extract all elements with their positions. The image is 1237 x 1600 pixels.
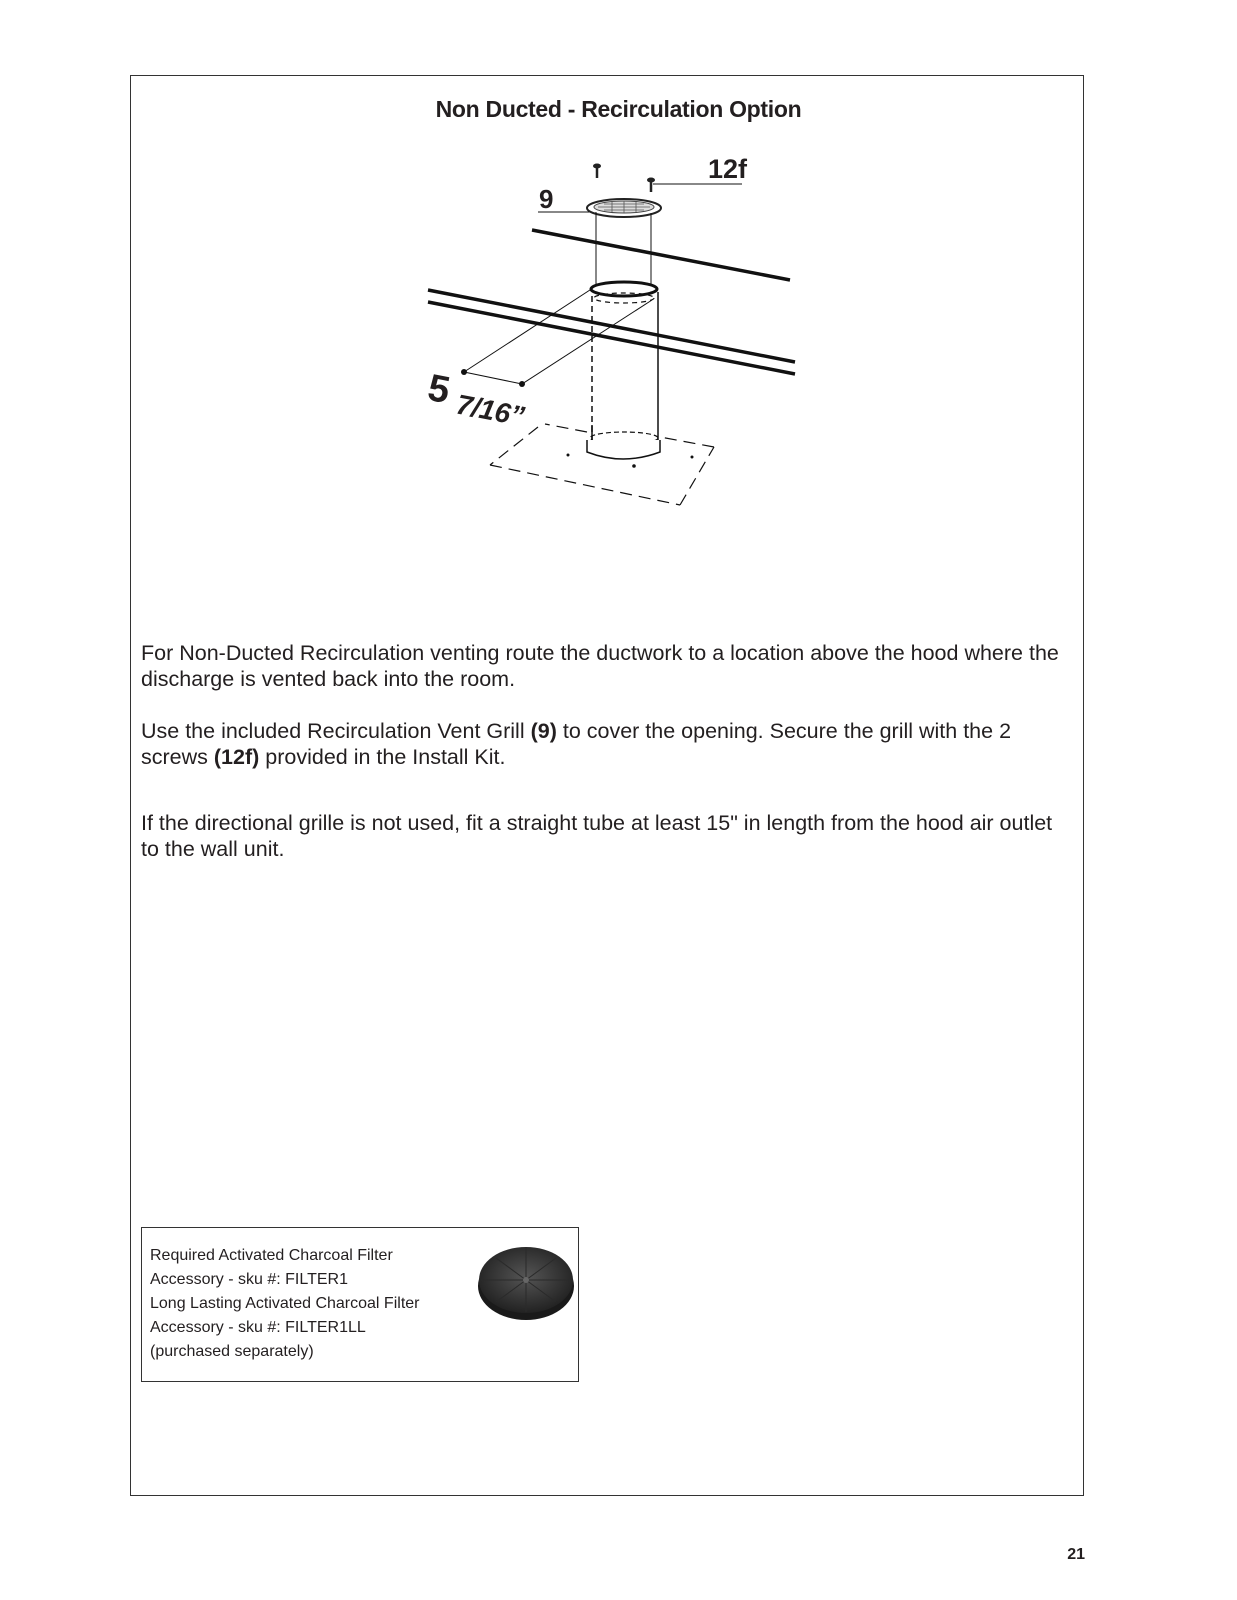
filter-accessory-box: [141, 1227, 579, 1382]
dimension-whole: 5: [424, 366, 454, 413]
screw-right: [647, 178, 655, 193]
filter-text: [150, 1244, 419, 1364]
p2-part-9: (9): [530, 719, 557, 743]
hood-outline: [490, 424, 714, 505]
paragraph-straight-tube: If the directional grille is not used, fit a straight tube at least 15" in length from the hood air outlet to the wall unit.: [141, 811, 1053, 861]
label-12f: 12f: [708, 154, 748, 184]
filter-line: Accessory - sku #: FILTER1LL: [150, 1319, 366, 1336]
page-title: Non Ducted - Recirculation Option: [435, 96, 802, 122]
screw-left: [593, 164, 601, 179]
vent-grill: [587, 199, 661, 217]
paragraph-routing: For Non-Ducted Recirculation venting route the ductwork to a location above the hood where the discharge is vented back into the room.: [141, 641, 1059, 691]
p2-text-e: provided in the Install Kit.: [259, 745, 506, 769]
paragraph-grill-install: [141, 718, 1071, 770]
filter-line: Long Lasting Activated Charcoal Filter: [150, 1295, 420, 1312]
p2-part-12f: (12f): [213, 745, 260, 769]
recirculation-diagram: [400, 145, 820, 515]
filter-line: Required Activated Charcoal Filter: [150, 1247, 393, 1264]
filter-line: Accessory - sku #: FILTER1: [150, 1271, 348, 1288]
page-number: 21: [1067, 1546, 1085, 1563]
charcoal-filter-image: [476, 1238, 576, 1322]
filter-line: (purchased separately): [150, 1343, 314, 1360]
p2-text-c: to cover the opening. Secure the grill with the 2 screws: [141, 719, 1012, 769]
label-9: 9: [539, 184, 554, 214]
dimension-fraction: 7/16”: [453, 388, 528, 433]
p2-text-a: Use the included Recirculation Vent Grill: [141, 719, 531, 743]
